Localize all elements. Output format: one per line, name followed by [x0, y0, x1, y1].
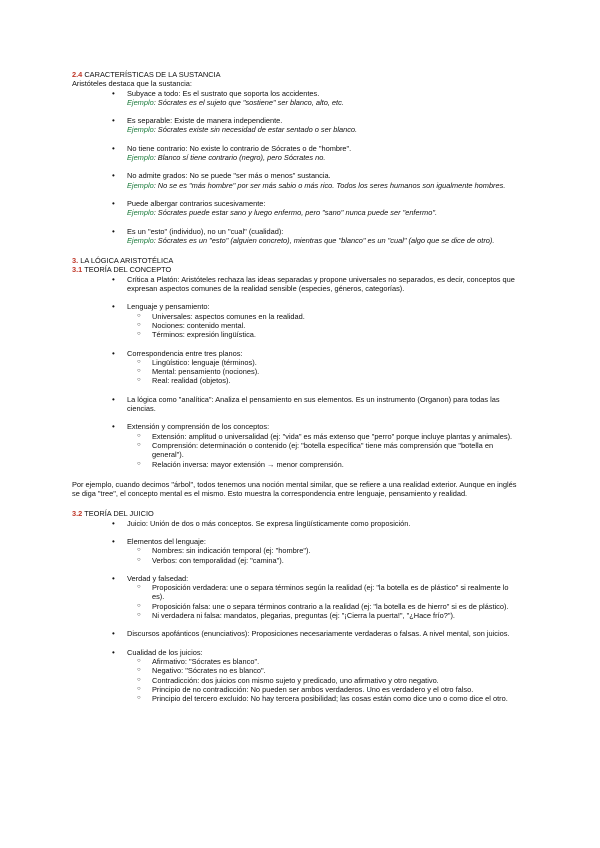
- list-item: [72, 537, 522, 565]
- sub-list-item: ○ Proposición falsa: une o separa términos contrario a la realidad (ej: "la botella es de hierro" si es de plástico).: [127, 602, 522, 611]
- sub-list-item: ○ Mental: pensamiento (nociones).: [127, 367, 522, 376]
- example-label: Ejemplo: [127, 125, 154, 135]
- item-text: • Verdad y falsedad:: [127, 573, 189, 583]
- concept-theory-list: [72, 275, 522, 469]
- sub-list: [127, 657, 522, 703]
- list-item: [72, 519, 522, 528]
- section-number: 3.: [72, 256, 79, 266]
- list-item: [72, 422, 522, 468]
- sub-list-item: ○ Lingüístico: lenguaje (términos).: [127, 358, 522, 367]
- example-text: : Sócrates existe sin necesidad de estar sentado o ser blanco.: [153, 125, 358, 135]
- example-line: [127, 181, 522, 190]
- example-text: : Sócrates puede estar sano y luego enfermo, pero "sano" nunca puede ser "enfermo".: [153, 208, 438, 218]
- example-line: [127, 98, 522, 107]
- sub-list: [127, 358, 522, 386]
- example-text: : No se es "más hombre" por ser más sabio o más rico. Todos los seres humanos son igualmente hombres.: [153, 180, 506, 190]
- sub-list: [127, 432, 522, 469]
- example-line: [127, 208, 522, 217]
- item-text: • Es un "esto" (individuo), no un "cual" (cualidad):: [127, 226, 284, 236]
- item-text: • No admite grados: No se puede "ser más o menos" sustancia.: [127, 171, 331, 181]
- list-item: [72, 395, 522, 414]
- sub-list: [127, 546, 522, 565]
- sub-list-item: ○ Proposición verdadera: une o separa términos según la realidad (ej: "la botella es de plástico" si realmente lo es).: [127, 583, 522, 602]
- example-label: Ejemplo: [127, 235, 154, 245]
- list-item: [72, 302, 522, 339]
- subsection-title: TEORÍA DEL JUICIO: [84, 509, 154, 519]
- characteristics-list: [72, 89, 522, 246]
- item-text: • Discursos apofánticos (enunciativos): Proposiciones necesariamente verdaderas o falsas. A nivel mental, son juicios.: [127, 629, 510, 639]
- subsection-number: 3.1: [72, 265, 83, 275]
- sub-list-item: ○ Nociones: contenido mental.: [127, 321, 522, 330]
- subsection-heading-3-1: [72, 265, 522, 274]
- item-text: • Correspondencia entre tres planos:: [127, 348, 243, 358]
- example-text: : Sócrates es el sujeto que "sostiene" ser blanco, alto, etc.: [153, 97, 344, 107]
- sub-list-item: ○ Principio del tercero excluido: No hay tercera posibilidad; las cosas están como dice uno o como dice el otro.: [127, 694, 522, 703]
- sub-list-item: ○ Verbos: con temporalidad (ej: "camina").: [127, 556, 522, 565]
- example-line: [127, 236, 522, 245]
- sub-list-item: ○ Principio de no contradicción: No pueden ser ambos verdaderos. Uno es verdadero y el otro falso.: [127, 685, 522, 694]
- list-item: [72, 574, 522, 620]
- example-label: Ejemplo: [127, 97, 154, 107]
- sub-list: [127, 312, 522, 340]
- item-text: • Lenguaje y pensamiento:: [127, 302, 210, 312]
- document-body: [72, 70, 522, 703]
- section-heading-3: [72, 256, 522, 265]
- example-line: [127, 153, 522, 162]
- list-item: [72, 275, 522, 294]
- list-item: [72, 349, 522, 386]
- section-intro: Aristóteles destaca que la sustancia:: [72, 79, 192, 89]
- item-text: • Extensión y comprensión de los conceptos:: [127, 422, 270, 432]
- item-text: • Cualidad de los juicios:: [127, 647, 203, 657]
- item-text: • Elementos del lenguaje:: [127, 536, 206, 546]
- list-item: [72, 227, 522, 246]
- example-label: Ejemplo: [127, 208, 154, 218]
- item-text: • Es separable: Existe de manera independiente.: [127, 116, 283, 126]
- item-text: • No tiene contrario: No existe lo contrario de Sócrates o de "hombre".: [127, 143, 352, 153]
- sub-list-item: ○ Comprensión: determinación o contenido (ej: "botella específica" tiene más comprensión que "botella en general").: [127, 441, 522, 460]
- example-text: : Sócrates es un "esto" (alguien concreto), mientras que "blanco" es un "cual" (algo que se dice de otro).: [153, 235, 495, 245]
- section-number: 2.4: [72, 70, 83, 79]
- list-item: [72, 199, 522, 218]
- example-line: [127, 125, 522, 134]
- sub-list-item: ○ Ni verdadera ni falsa: mandatos, plegarias, preguntas (ej: "¡Cierra la puerta!", "¿Hace frío?").: [127, 611, 522, 620]
- judgment-theory-list: [72, 519, 522, 704]
- sub-list-item: ○ Afirmativo: "Sócrates es blanco".: [127, 657, 522, 666]
- list-item: [72, 116, 522, 135]
- example-paragraph: Por ejemplo, cuando decimos "árbol", todos tenemos una noción mental similar, que se refiere a una realidad exterior. Aunque en inglés se diga "tree", el concepto mental es el mismo. Esto muestra la correspondencia entre lenguaje, pensamiento y realidad.: [72, 479, 517, 499]
- sub-list-item: ○ Extensión: amplitud o universalidad (ej: "vida" es más extenso que "perro" porque incluye plantas y animales).: [127, 432, 522, 441]
- example-label: Ejemplo: [127, 180, 154, 190]
- subsection-heading-3-2: [72, 509, 522, 518]
- sub-list-item: ○ Nombres: sin indicación temporal (ej: "hombre").: [127, 546, 522, 555]
- example-text: : Blanco sí tiene contrario (negro), pero Sócrates no.: [153, 153, 326, 163]
- sub-list-item: ○ Términos: expresión lingüística.: [127, 330, 522, 339]
- item-text: • Subyace a todo: Es el sustrato que soporta los accidentes.: [127, 88, 320, 98]
- sub-list-item: ○ Contradicción: dos juicios con mismo sujeto y predicado, uno afirmativo y otro negativo.: [127, 676, 522, 685]
- sub-list-item: ○ Relación inversa: mayor extensión → menor comprensión.: [127, 460, 522, 469]
- item-text: • Juicio: Unión de dos o más conceptos. Se expresa lingüísticamente como proposición.: [127, 518, 411, 528]
- sub-list-item: ○ Negativo: "Sócrates no es blanco".: [127, 666, 522, 675]
- list-item: [72, 89, 522, 108]
- sub-list-item: ○ Real: realidad (objetos).: [127, 376, 522, 385]
- subsection-title: TEORÍA DEL CONCEPTO: [84, 265, 172, 275]
- section-title: CARACTERÍSTICAS DE LA SUSTANCIA: [84, 70, 221, 79]
- section-heading-2-4: [72, 70, 522, 79]
- sub-list: [127, 583, 522, 620]
- item-text: • Crítica a Platón: Aristóteles rechaza las ideas separadas y propone universales no separados, es decir, conceptos que expresan aspectos comunes de la realidad sensible (especies, géneros, categorías).: [127, 274, 515, 294]
- list-item: [72, 648, 522, 704]
- item-text: • La lógica como "analítica": Analiza el pensamiento en sus elementos. Es un instrumento (Organon) para todas las ciencias.: [127, 394, 500, 414]
- example-label: Ejemplo: [127, 153, 154, 163]
- list-item: [72, 171, 522, 190]
- list-item: [72, 144, 522, 163]
- section-title: LA LÓGICA ARISTOTÉLICA: [80, 256, 174, 266]
- list-item: [72, 629, 522, 638]
- sub-list-item: ○ Universales: aspectos comunes en la realidad.: [127, 312, 522, 321]
- item-text: • Puede albergar contrarios sucesivamente:: [127, 198, 266, 208]
- subsection-number: 3.2: [72, 509, 83, 519]
